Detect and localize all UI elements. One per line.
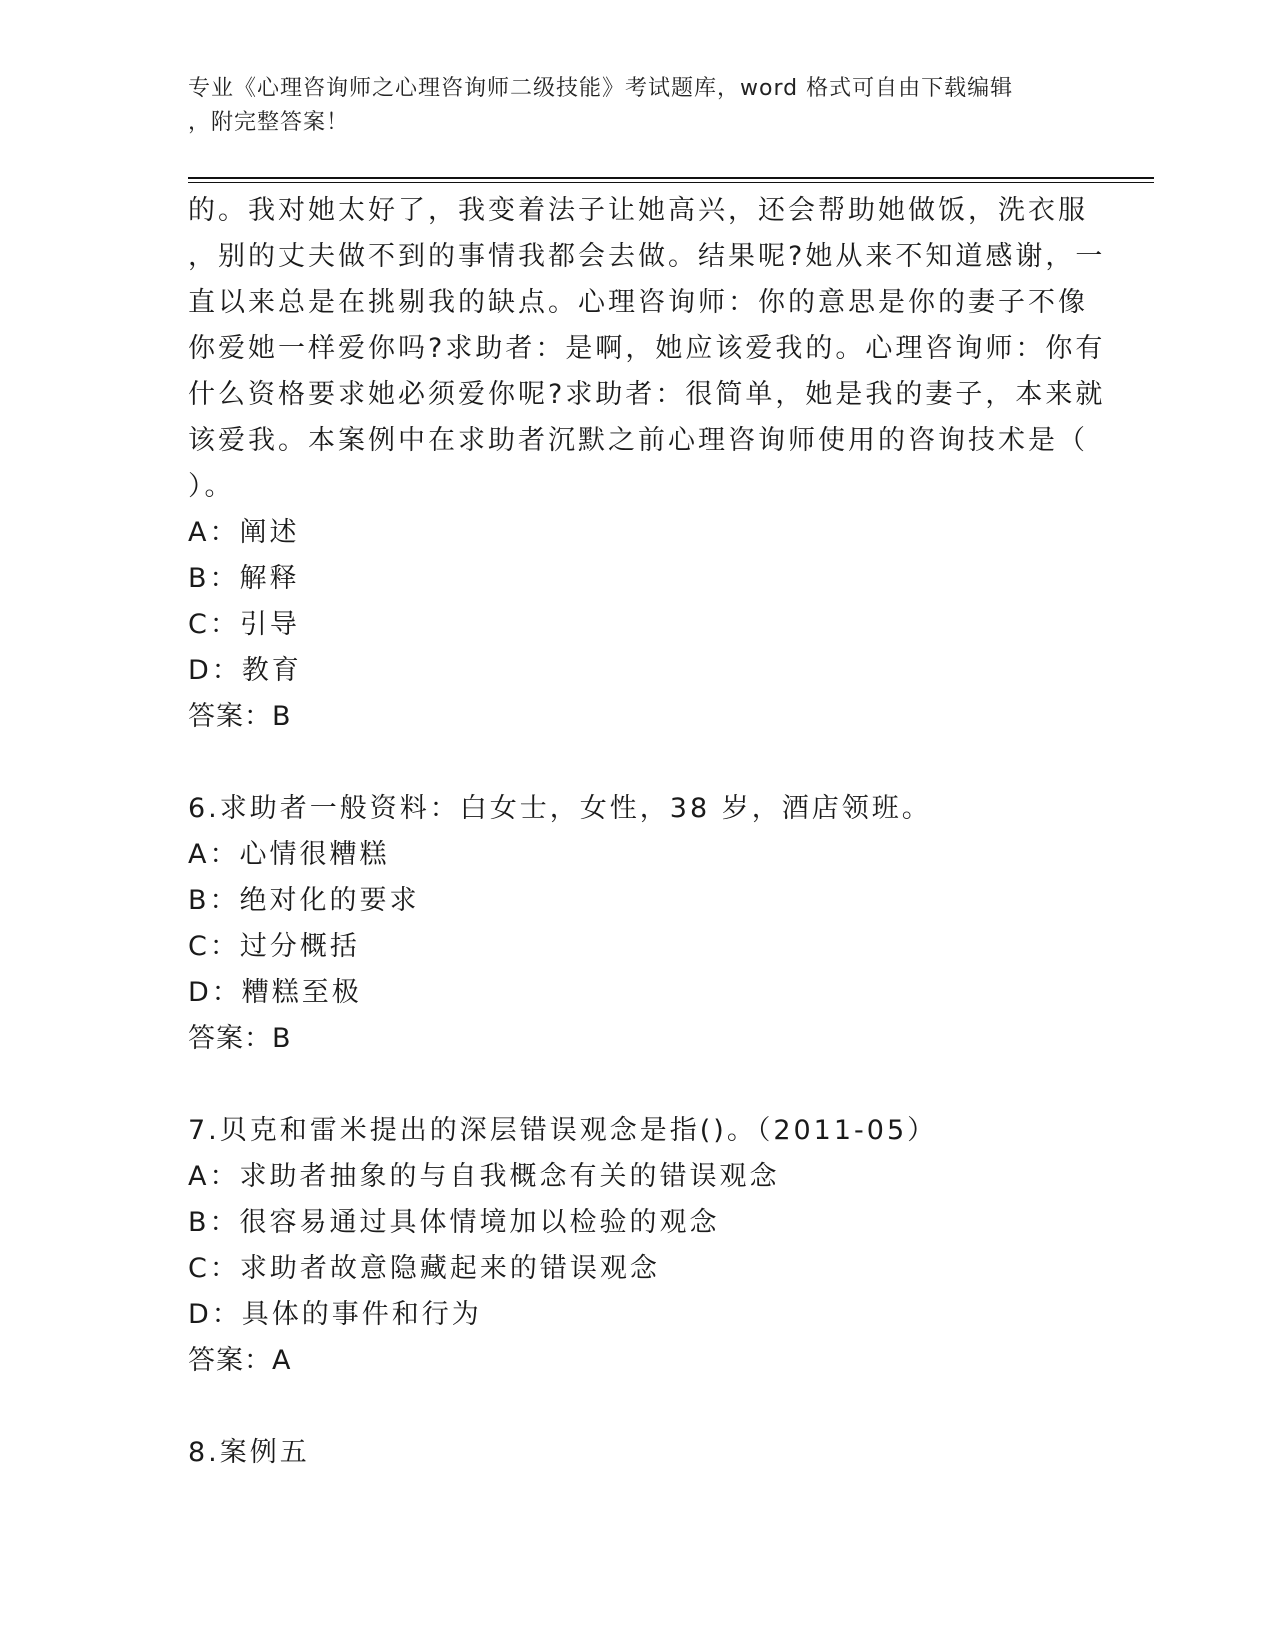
q5-stem-line: 直以来总是在挑剔我的缺点。心理咨询师：你的意思是你的妻子不像 [188,287,1088,318]
question-content [188,188,1106,1476]
spacer [188,1384,1088,1430]
q5-option-b: B：解释 [188,563,300,594]
q5-option-d: D：教育 [188,655,302,686]
q5-stem-line: 的。我对她太好了，我变着法子让她高兴，还会帮助她做饭，洗衣服 [188,195,1088,226]
q5-option-a: A：阐述 [188,517,300,548]
header-rule-thin [188,182,1154,183]
header-line-2: ，附完整答案！ [188,110,350,135]
q5-stem-line: ，别的丈夫做不到的事情我都会去做。结果呢?她从来不知道感谢，一 [188,241,1106,272]
q6-option-c: C：过分概括 [188,931,360,962]
header-line-1: 专业《心理咨询师之心理咨询师二级技能》考试题库，word 格式可自由下载编辑 [188,76,1014,101]
q7-option-c: C：求助者故意隐藏起来的错误观念 [188,1253,660,1284]
q8-stem: 8.案例五 [188,1437,310,1468]
q5-stem-line: ）。 [188,471,235,502]
q7-option-d: D：具体的事件和行为 [188,1299,482,1330]
question-7 [188,1108,1088,1384]
spacer [188,1062,1088,1108]
header-rule-thick [188,177,1154,179]
q7-option-b: B：很容易通过具体情境加以检验的观念 [188,1207,720,1238]
q5-stem-line: 什么资格要求她必须爱你呢?求助者：很简单，她是我的妻子，本来就 [188,379,1106,410]
q7-answer: 答案：A [188,1345,292,1376]
q7-stem: 7.贝克和雷米提出的深层错误观念是指()。（2011-05） [188,1115,938,1146]
spacer [188,740,1088,786]
q6-stem: 6.求助者一般资料：白女士，女性，38 岁，酒店领班。 [188,793,932,824]
q5-answer: 答案：B [188,701,292,732]
question-6 [188,786,1088,1062]
q6-option-a: A：心情很糟糕 [188,839,390,870]
question-8 [188,1430,1088,1476]
q5-stem-line: 该爱我。本案例中在求助者沉默之前心理咨询师使用的咨询技术是（ [188,425,1088,456]
document-header [188,72,1088,140]
q6-option-d: D：糟糕至极 [188,977,362,1008]
question-5 [188,188,1106,740]
q7-option-a: A：求助者抽象的与自我概念有关的错误观念 [188,1161,780,1192]
q5-stem-line: 你爱她一样爱你吗?求助者：是啊，她应该爱我的。心理咨询师：你有 [188,333,1106,364]
q5-option-c: C：引导 [188,609,300,640]
q6-option-b: B：绝对化的要求 [188,885,420,916]
q6-answer: 答案：B [188,1023,292,1054]
